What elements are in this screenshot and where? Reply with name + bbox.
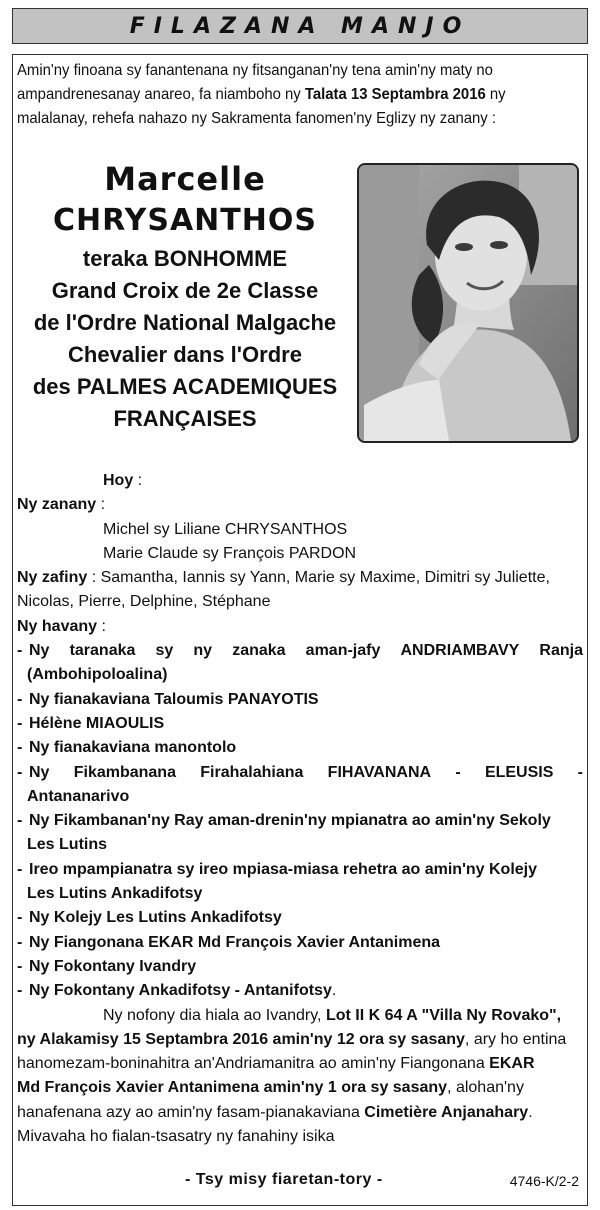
family-list bbox=[17, 469, 583, 1149]
burial-line: hanomezam-boninahitra an'Andriamanitra ao amin'ny Fiangonana EKAR bbox=[17, 1055, 535, 1073]
no-wake-notice: - Tsy misy fiaretan-tory - bbox=[185, 1171, 383, 1188]
burial-line: ny Alakamisy 15 Septambra 2016 amin'ny 12 ora sy sasany, ary ho entina bbox=[17, 1030, 567, 1048]
intro-line-2: ampandrenesanay anareo, fa niamboho ny Talata 13 Septambra 2016 ny bbox=[17, 86, 506, 103]
deceased-title-line: de l'Ordre National Malgache bbox=[33, 310, 337, 335]
burial-line: Ny nofony dia hiala ao Ivandry, Lot II K 64 A "Villa Ny Rovako", bbox=[103, 1006, 562, 1024]
relative-entry: - Ny Fikambanan'ny Ray aman-drenin'ny mpianatra ao amin'ny Sekoly bbox=[17, 812, 551, 830]
relative-entry-justified: Ny Fikambanana Firahalahiana FIHAVANANA - ELEUSIS - bbox=[29, 763, 583, 781]
church-service: Md François Xavier Antanimena amin'ny 1 ora sy sasany bbox=[17, 1079, 448, 1097]
grandchildren-line: Ny zafiny : Samantha, Iannis sy Yann, Marie sy Maxime, Dimitri sy Juliette, bbox=[17, 569, 550, 587]
relative-entry: - Ny fianakaviana Taloumis PANAYOTIS bbox=[17, 690, 319, 708]
notice-body bbox=[12, 54, 588, 1206]
relative-entry: - Hélène MIAOULIS bbox=[17, 714, 165, 732]
intro-line-1: Amin'ny finoana sy fanantenana ny fitsanganan'ny tena amin'ny maty no bbox=[17, 62, 493, 79]
deceased-title-line: FRANÇAISES bbox=[113, 406, 257, 431]
death-date: Talata 13 Septambra 2016 bbox=[304, 86, 486, 103]
deceased-portrait-photo bbox=[357, 163, 579, 443]
relative-entry: - Ny Kolejy Les Lutins Ankadifotsy bbox=[17, 909, 282, 927]
hoy-line: Hoy : bbox=[103, 472, 143, 489]
burial-line: hanafenana azy ao amin'ny fasam-pianakaviana Cimetière Anjanahary. bbox=[17, 1103, 533, 1121]
deceased-title-line: Grand Croix de 2e Classe bbox=[51, 278, 319, 303]
relative-entry: - Ireo mpampianatra sy ireo mpiasa-miasa rehetra ao amin'ny Kolejy bbox=[17, 860, 538, 878]
relative-entry-cont: Les Lutins bbox=[27, 836, 108, 854]
child-entry: Marie Claude sy François PARDON bbox=[103, 544, 357, 562]
cemetery-name: Cimetière Anjanahary bbox=[364, 1103, 529, 1121]
child-entry: Michel sy Liliane CHRYSANTHOS bbox=[103, 520, 348, 538]
relative-entry: - Ny Fokontany Ankadifotsy - Antanifotsy . bbox=[17, 982, 337, 1000]
burial-address: Lot II K 64 A "Villa Ny Rovako", bbox=[325, 1006, 562, 1024]
notice-title: FILAZANA MANJO bbox=[129, 13, 471, 39]
deceased-name-block bbox=[13, 159, 357, 435]
relative-entry-cont: Antananarivo bbox=[27, 787, 130, 805]
deceased-first-name: Marcelle bbox=[104, 160, 266, 198]
relative-entry: - Ny fianakaviana manontolo bbox=[17, 739, 237, 757]
portrait-image bbox=[359, 165, 577, 441]
notice-footer bbox=[13, 1171, 587, 1197]
intro-paragraph bbox=[17, 59, 575, 131]
deceased-last-name: CHRYSANTHOS bbox=[53, 203, 317, 238]
burial-line: Md François Xavier Antanimena amin'ny 1 ora sy sasany, alohan'ny bbox=[17, 1079, 524, 1097]
obituary-notice bbox=[12, 8, 588, 1189]
deceased-title-line: teraka BONHOMME bbox=[82, 246, 288, 271]
notice-header bbox=[12, 8, 588, 44]
relative-entry-cont: (Ambohipoloalina) bbox=[27, 666, 168, 684]
relatives-heading: Ny havany : bbox=[17, 617, 106, 635]
intro-line-3: malalanay, rehefa nahazo ny Sakramenta fanomen'ny Eglizy ny zanany : bbox=[17, 110, 497, 127]
grandchildren-line-2: Nicolas, Pierre, Delphine, Stéphane bbox=[17, 593, 271, 611]
relative-entry: - Ny Fiangonana EKAR Md François Xavier Antanimena bbox=[17, 933, 441, 951]
deceased-title-line: des PALMES ACADEMIQUES bbox=[32, 374, 338, 399]
children-heading: Ny zanany : bbox=[17, 496, 106, 514]
notice-reference: 4746-K/2-2 bbox=[509, 1173, 579, 1189]
deceased-title-line: Chevalier dans l'Ordre bbox=[68, 342, 302, 367]
burial-date: ny Alakamisy 15 Septambra 2016 amin'ny 12 ora sy sasany bbox=[17, 1030, 465, 1048]
relative-entry-justified: Ny taranaka sy ny zanaka aman-jafy ANDRIAMBAVY Ranja bbox=[29, 642, 583, 660]
relative-entry: - Ny Fikambanana Firahalahiana FIHAVANANA - ELEUSIS - bbox=[17, 761, 583, 785]
relative-entry-cont: Les Lutins Ankadifotsy bbox=[27, 885, 203, 903]
prayer-line: Mivavaha ho fialan-tsasatry ny fanahiny isika bbox=[17, 1128, 335, 1146]
relative-entry: - Ny Fokontany Ivandry bbox=[17, 957, 197, 975]
relative-entry: - Ny taranaka sy ny zanaka aman-jafy ANDRIAMBAVY Ranja bbox=[17, 639, 583, 663]
